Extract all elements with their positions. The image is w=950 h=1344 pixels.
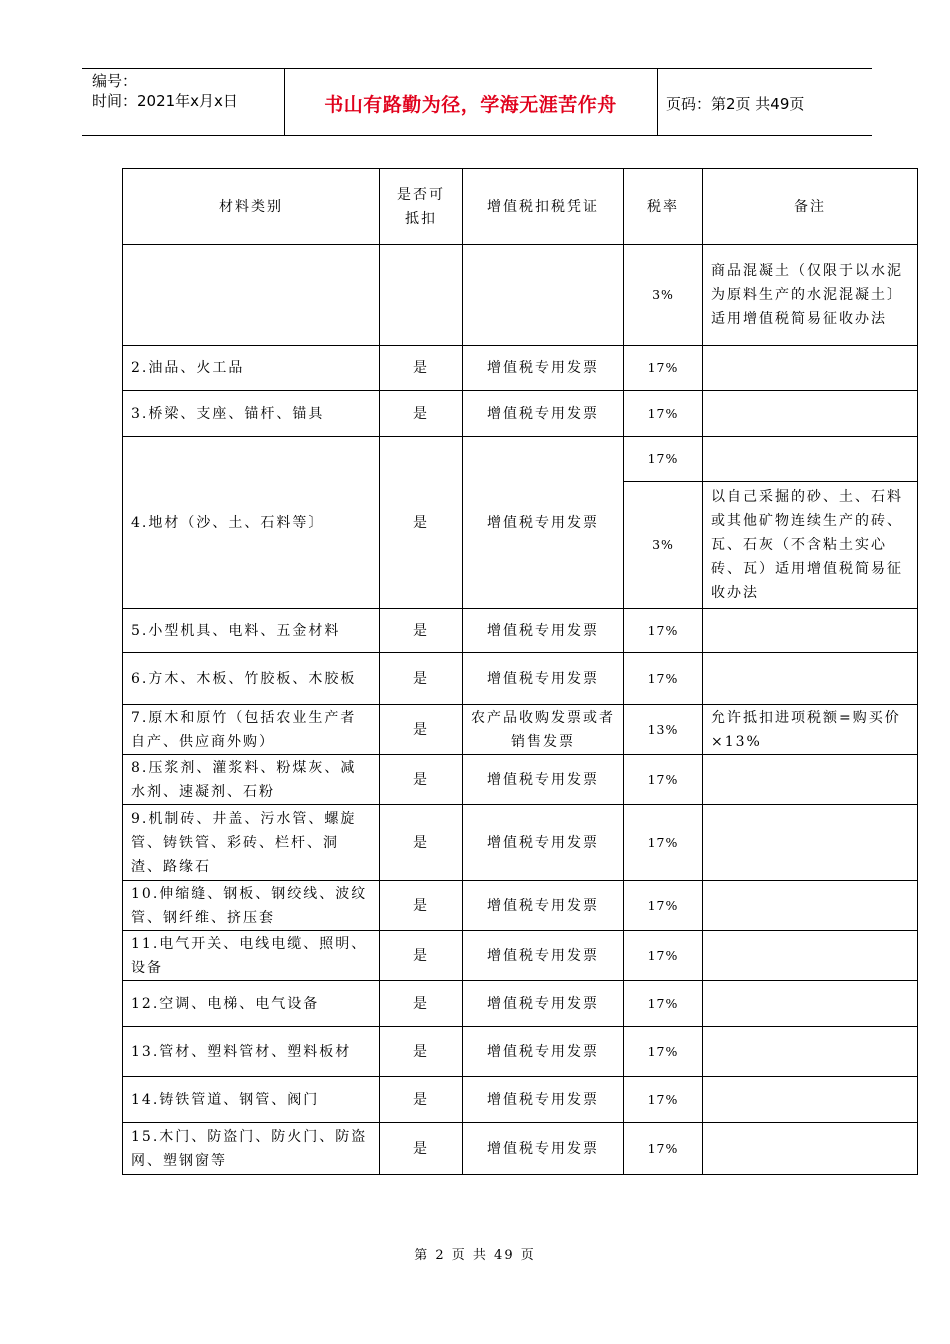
cell-category: 3.桥梁、支座、锚杆、锚具 — [123, 391, 380, 437]
cell-voucher: 增值税专用发票 — [463, 1123, 624, 1175]
cell-category: 2.油品、火工品 — [123, 346, 380, 391]
cell-voucher — [463, 245, 624, 346]
page-footer: 第 2 页 共 49 页 — [414, 1248, 536, 1263]
header-number-label: 编号： — [92, 72, 138, 90]
cell-category: 12.空调、电梯、电气设备 — [123, 981, 380, 1027]
cell-voucher: 增值税专用发票 — [463, 437, 624, 609]
cell-deductible: 是 — [380, 705, 463, 755]
cell-remark — [703, 346, 918, 391]
cell-deductible: 是 — [380, 1027, 463, 1077]
header-bottom-rule — [82, 135, 872, 136]
cell-deductible: 是 — [380, 881, 463, 931]
cell-voucher: 增值税专用发票 — [463, 609, 624, 653]
cell-rate: 3% — [624, 482, 703, 609]
table-row — [123, 755, 918, 805]
material-tax-table — [122, 168, 918, 1175]
cell-rate: 17% — [624, 437, 703, 482]
cell-rate: 17% — [624, 805, 703, 881]
cell-category: 13.管材、塑料管材、塑料板材 — [123, 1027, 380, 1077]
header-time-label: 时间：2021年x月x日 — [92, 92, 238, 110]
header-rate: 税率 — [624, 169, 703, 245]
cell-category: 5.小型机具、电料、五金材料 — [123, 609, 380, 653]
cell-remark — [703, 391, 918, 437]
cell-deductible: 是 — [380, 755, 463, 805]
cell-deductible: 是 — [380, 437, 463, 609]
cell-voucher: 增值税专用发票 — [463, 805, 624, 881]
table-row — [123, 805, 918, 881]
header-deductible — [380, 169, 463, 245]
cell-voucher: 增值税专用发票 — [463, 653, 624, 705]
table-row — [123, 391, 918, 437]
cell-deductible: 是 — [380, 1077, 463, 1123]
header-page-info: 页码：第2页 共49页 — [666, 95, 805, 113]
table-row — [123, 245, 918, 346]
table-header-row — [123, 169, 918, 245]
cell-rate: 17% — [624, 881, 703, 931]
cell-voucher: 增值税专用发票 — [463, 931, 624, 981]
cell-category: 8.压浆剂、灌浆料、粉煤灰、减水剂、速凝剂、石粉 — [123, 755, 380, 805]
cell-deductible: 是 — [380, 653, 463, 705]
cell-rate: 17% — [624, 1123, 703, 1175]
table-row — [123, 653, 918, 705]
cell-voucher: 增值税专用发票 — [463, 1077, 624, 1123]
header-divider-right — [657, 68, 658, 135]
cell-remark — [703, 755, 918, 805]
cell-rate: 17% — [624, 391, 703, 437]
cell-rate: 3% — [624, 245, 703, 346]
table-row — [123, 705, 918, 755]
cell-remark: 商品混凝土（仅限于以水泥为原料生产的水泥混凝土〕适用增值税简易征收办法 — [703, 245, 918, 346]
table-row — [123, 437, 918, 482]
table-row — [123, 609, 918, 653]
header-category: 材料类别 — [123, 169, 380, 245]
cell-deductible: 是 — [380, 981, 463, 1027]
cell-remark — [703, 1077, 918, 1123]
cell-rate: 17% — [624, 931, 703, 981]
cell-rate: 17% — [624, 1077, 703, 1123]
table-row — [123, 981, 918, 1027]
cell-voucher: 增值税专用发票 — [463, 981, 624, 1027]
cell-category: 14.铸铁管道、钢管、阀门 — [123, 1077, 380, 1123]
header-remark: 备注 — [703, 169, 918, 245]
cell-voucher: 增值税专用发票 — [463, 391, 624, 437]
cell-category: 11.电气开关、电线电缆、照明、设备 — [123, 931, 380, 981]
cell-rate: 13% — [624, 705, 703, 755]
cell-rate: 17% — [624, 1027, 703, 1077]
cell-voucher: 增值税专用发票 — [463, 346, 624, 391]
cell-category — [123, 245, 380, 346]
cell-deductible: 是 — [380, 805, 463, 881]
cell-voucher: 增值税专用发票 — [463, 881, 624, 931]
cell-category: 4.地材（沙、土、石料等〕 — [123, 437, 380, 609]
cell-remark — [703, 805, 918, 881]
cell-remark — [703, 881, 918, 931]
table-row — [123, 346, 918, 391]
table-row — [123, 1077, 918, 1123]
header-top-rule — [82, 68, 872, 69]
cell-category: 7.原木和原竹（包括农业生产者自产、供应商外购） — [123, 705, 380, 755]
cell-voucher: 增值税专用发票 — [463, 755, 624, 805]
table-row — [123, 881, 918, 931]
cell-voucher: 农产品收购发票或者销售发票 — [463, 705, 624, 755]
cell-deductible: 是 — [380, 346, 463, 391]
cell-category: 9.机制砖、井盖、污水管、螺旋管、铸铁管、彩砖、栏杆、洞 渣、路缘石 — [123, 805, 380, 881]
header-motto: 书山有路勤为径，学海无涯苦作舟 — [324, 94, 617, 116]
cell-deductible: 是 — [380, 609, 463, 653]
cell-rate: 17% — [624, 653, 703, 705]
cell-category: 10.伸缩缝、钢板、钢绞线、波纹管、钢纤维、挤压套 — [123, 881, 380, 931]
table-row — [123, 931, 918, 981]
cell-remark: 允许抵扣进项税额=购买价×13% — [703, 705, 918, 755]
cell-remark — [703, 1027, 918, 1077]
cell-rate: 17% — [624, 755, 703, 805]
cell-deductible: 是 — [380, 391, 463, 437]
table-row — [123, 1123, 918, 1175]
cell-remark: 以自己采掘的砂、土、石料或其他矿物连续生产的砖、瓦、石灰（不含粘土实心砖、瓦）适用增值税简易征收办法 — [703, 482, 918, 609]
cell-remark — [703, 437, 918, 482]
cell-rate: 17% — [624, 609, 703, 653]
cell-remark — [703, 981, 918, 1027]
cell-deductible: 是 — [380, 931, 463, 981]
cell-deductible — [380, 245, 463, 346]
cell-category: 15.木门、防盗门、防火门、防盗网、塑钢窗等 — [123, 1123, 380, 1175]
cell-category: 6.方木、木板、竹胶板、木胶板 — [123, 653, 380, 705]
cell-remark — [703, 609, 918, 653]
cell-rate: 17% — [624, 981, 703, 1027]
cell-rate: 17% — [624, 346, 703, 391]
header-voucher: 增值税扣税凭证 — [463, 169, 624, 245]
cell-voucher: 增值税专用发票 — [463, 1027, 624, 1077]
cell-remark — [703, 1123, 918, 1175]
header-deductible-text: 是否可抵扣 — [397, 186, 445, 227]
table-row — [123, 1027, 918, 1077]
cell-remark — [703, 653, 918, 705]
cell-remark — [703, 931, 918, 981]
cell-deductible: 是 — [380, 1123, 463, 1175]
